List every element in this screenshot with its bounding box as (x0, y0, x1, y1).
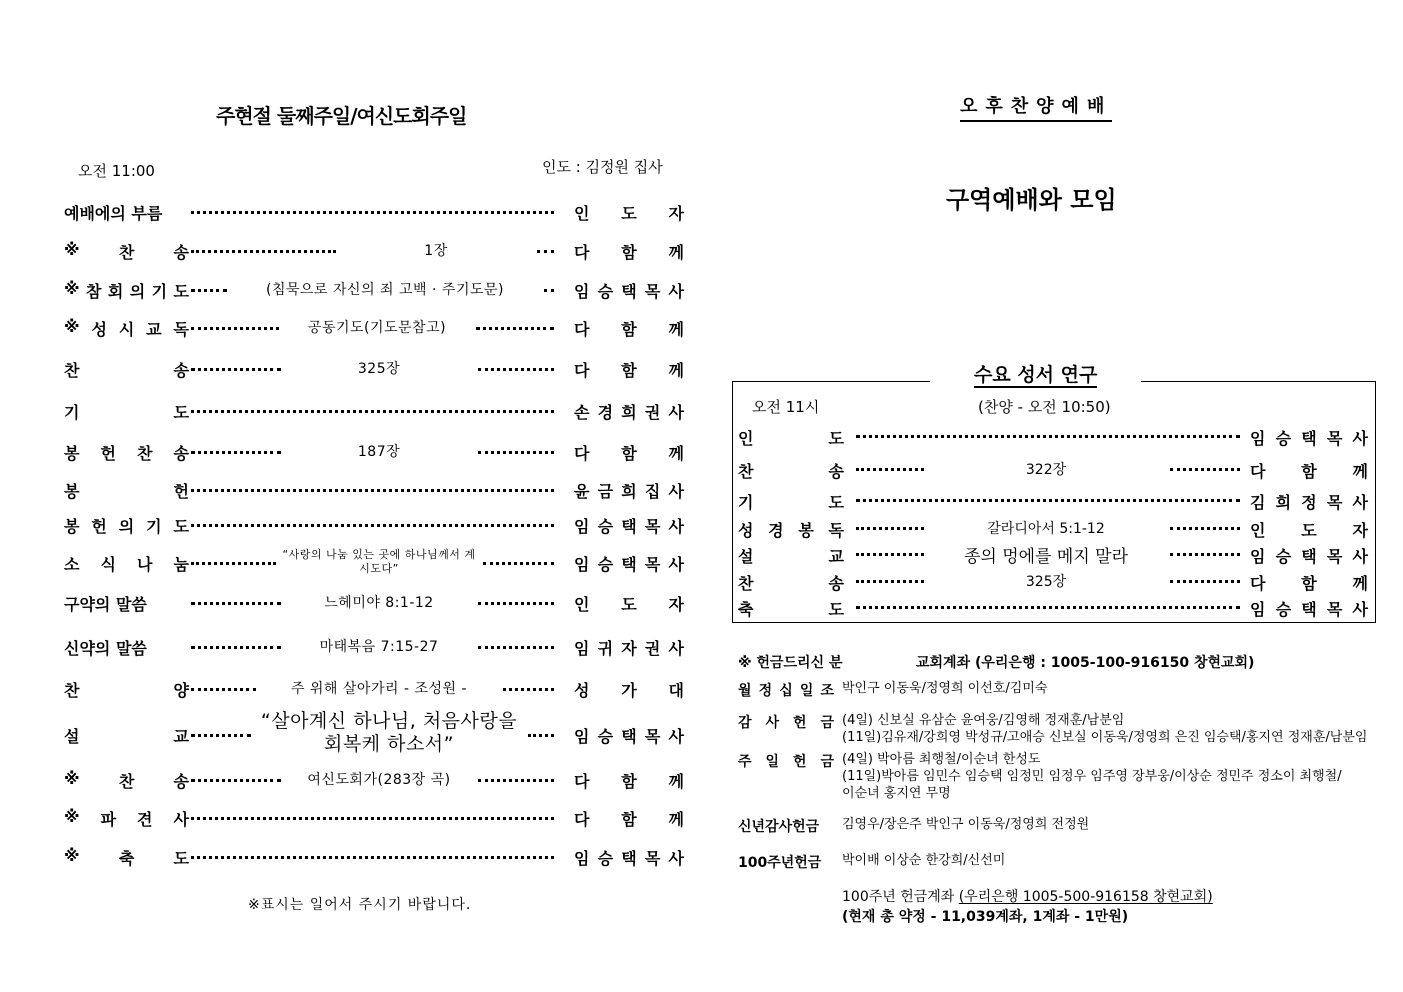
order-row (64, 548, 684, 582)
order-row (64, 846, 684, 876)
leader-dots (856, 499, 1240, 502)
order-person: 임 승 택 목 사 (574, 727, 684, 746)
order-row (64, 358, 684, 388)
offering-names: 박이배 이상순 한강희/신선미 (842, 853, 1006, 868)
order-row (64, 240, 684, 270)
wed-order-detail: 종의 멍에를 메지 말라 (963, 547, 1128, 567)
leader-dots (856, 527, 924, 530)
wed-order-row (738, 459, 1368, 485)
order-label: ※ 찬 송 (64, 769, 189, 791)
leader-dots (478, 779, 554, 782)
leader-dots (1170, 553, 1240, 556)
wed-order-label: 설 교 (738, 547, 844, 566)
wed-order-label: 찬 송 (738, 462, 844, 481)
leader-dots (191, 779, 281, 782)
order-detail: “사랑의 나눔 있는 곳에 하나님께서 계시도다” (282, 548, 476, 575)
order-detail: (침묵으로 자신의 죄 고백 · 주기도문) (266, 282, 504, 298)
leader-dots (191, 602, 281, 605)
wednesday-praise-time: (찬양 - 오전 10:50) (978, 398, 1111, 416)
wed-order-person: 임 승 택 목 사 (1250, 600, 1368, 619)
order-detail: 마태복음 7:15-27 (319, 639, 439, 655)
order-label: 구약의 말씀 (64, 595, 147, 614)
leader-dots (191, 688, 256, 691)
afternoon-service-title: 오후찬양예배 (960, 92, 1112, 122)
offering-heading: ※ 헌금드리신 분 (738, 655, 843, 671)
wed-order-person: 인 도 자 (1250, 521, 1368, 540)
order-person: 다 함 께 (574, 361, 684, 380)
order-row (64, 479, 684, 509)
leader-dots (544, 289, 554, 292)
order-person: 인 도 자 (574, 595, 684, 614)
order-label: 신약의 말씀 (64, 639, 147, 658)
wed-order-person: 임 승 택 목 사 (1250, 429, 1368, 448)
leader-dots (191, 211, 554, 214)
district-meeting-title: 구역예배와 모임 (946, 186, 1117, 214)
order-label: 봉 헌 (64, 482, 189, 501)
order-label: 예배에의 부름 (64, 204, 163, 223)
order-person: 윤 금 희 집 사 (574, 482, 684, 501)
anniversary-account: 100주년 헌금계좌 (우리은행 1005-500-916158 창현교회) (842, 889, 1213, 905)
order-row (64, 201, 684, 231)
leader-dots (856, 606, 1240, 609)
order-label: 기 도 (64, 403, 189, 422)
page-title: 주현절 둘째주일/여신도회주일 (216, 104, 467, 128)
wed-order-row (738, 426, 1368, 452)
wed-order-row (738, 571, 1368, 597)
wed-order-label: 기 도 (738, 493, 844, 512)
leader-dots (478, 451, 554, 454)
order-row (64, 400, 684, 430)
leader-dots (856, 435, 1240, 438)
leader-dots (191, 289, 227, 292)
order-person: 임 승 택 목 사 (574, 282, 684, 301)
offering-names: 박인구 이동욱/정영희 이선호/김미숙 (842, 681, 1048, 696)
order-person: 임 귀 자 권 사 (574, 639, 684, 658)
leader-dots (537, 250, 554, 253)
offering-names: (4일) 박아름 최행철/이순녀 한성도 (11일)박아름 임민수 임승택 임정민 임정우 임주영 장부웅/이상순 정민주 정소이 최행철/ 이순녀 홍지연 무명 (842, 752, 1342, 801)
order-label: ※ 참 회 의 기 도 (64, 279, 189, 301)
leader-dots (191, 524, 554, 527)
order-person: 다 함 께 (574, 810, 684, 829)
anniversary-status: (현재 총 약정 - 11,039계좌, 1계좌 - 1만원) (842, 909, 1129, 925)
wed-order-row (738, 544, 1368, 570)
leader-dots (191, 562, 276, 565)
leader-dots (856, 553, 924, 556)
offering-label: 주 일 헌 금 (738, 754, 834, 770)
order-person: 다 함 께 (574, 772, 684, 791)
wed-order-person: 다 함 께 (1250, 462, 1368, 481)
order-person: 다 함 께 (574, 444, 684, 463)
order-row (64, 592, 684, 622)
order-label: ※ 성 시 교 독 (64, 317, 189, 339)
church-account: 교회계좌 (우리은행 : 1005-100-916150 창현교회) (916, 655, 1255, 671)
standing-note: ※표시는 일어서 주시기 바랍니다. (248, 897, 472, 913)
wednesday-study-title: 수요 성서 연구 (930, 360, 1141, 387)
order-label: ※ 찬 송 (64, 240, 189, 262)
leader-dots (503, 688, 554, 691)
order-detail: 325장 (357, 361, 401, 377)
leader-dots (191, 856, 554, 859)
order-person: 임 승 택 목 사 (574, 555, 684, 574)
order-person: 손 경 희 권 사 (574, 403, 684, 422)
leader-dots (528, 734, 554, 737)
leader-dots (191, 817, 554, 820)
leader-dots (478, 368, 554, 371)
offering-names: (4일) 신보실 유삼순 윤여웅/김영해 정재훈/남분임 (11일)김유재/강희영 박성규/고애승 신보실 이동욱/정영희 은진 임승택/홍지연 정재훈/남분임 (842, 713, 1368, 745)
order-row (64, 807, 684, 837)
service-time: 오전 11:00 (78, 162, 155, 180)
order-row (64, 636, 684, 666)
wed-order-label: 찬 송 (738, 574, 844, 593)
order-detail: 1장 (424, 243, 448, 259)
offering-label: 월 정 십 일 조 (738, 683, 834, 699)
wednesday-time: 오전 11시 (752, 398, 820, 416)
wed-order-label: 성 경 봉 독 (738, 521, 844, 540)
order-label: ※ 파 견 사 (64, 807, 189, 829)
offering-label: 100주년헌금 (738, 855, 822, 871)
order-label: 설 교 (64, 727, 189, 746)
service-leader: 인도 : 김정원 집사 (542, 158, 663, 176)
leader-dots (191, 250, 336, 253)
wed-order-person: 다 함 께 (1250, 574, 1368, 593)
leader-dots (191, 646, 281, 649)
order-label: ※ 축 도 (64, 846, 189, 868)
order-person: 임 승 택 목 사 (574, 849, 684, 868)
order-person: 다 함 께 (574, 320, 684, 339)
wed-order-detail: 325장 (1025, 574, 1067, 590)
order-person: 임 승 택 목 사 (574, 517, 684, 536)
leader-dots (191, 489, 554, 492)
order-detail: 187장 (357, 444, 401, 460)
order-row (64, 514, 684, 544)
wed-order-detail: 갈라디아서 5:1-12 (987, 521, 1105, 537)
wed-order-label: 축 도 (738, 600, 844, 619)
leader-dots (856, 580, 924, 583)
offering-label: 신년감사헌금 (738, 819, 820, 835)
order-detail: 여신도회가(283장 곡) (307, 772, 451, 788)
leader-dots (191, 327, 279, 330)
offering-label: 감 사 헌 금 (738, 715, 834, 731)
wed-order-row (738, 490, 1368, 516)
leader-dots (191, 451, 281, 454)
leader-dots (483, 562, 554, 565)
leader-dots (476, 327, 554, 330)
offering-names: 김영우/장은주 박인구 이동욱/정영희 전정원 (842, 817, 1090, 832)
leader-dots (856, 468, 924, 471)
order-row (64, 441, 684, 471)
order-person: 다 함 께 (574, 243, 684, 262)
leader-dots (478, 602, 554, 605)
order-label: 봉 헌 찬 송 (64, 444, 189, 463)
order-detail: 공동기도(기도문참고) (307, 320, 447, 336)
order-row (64, 317, 684, 347)
order-row (64, 710, 684, 755)
wed-order-person: 임 승 택 목 사 (1250, 547, 1368, 566)
order-label: 소 식 나 눔 (64, 555, 189, 574)
order-detail: “살아계신 하나님, 처음사랑을 회복케 하소서” (260, 710, 518, 755)
wed-order-label: 인 도 (738, 429, 844, 448)
order-person: 인 도 자 (574, 204, 684, 223)
leader-dots (1170, 527, 1240, 530)
order-label: 찬 송 (64, 361, 189, 380)
wed-order-row (738, 518, 1368, 544)
leader-dots (191, 410, 554, 413)
wed-order-person: 김 희 정 목 사 (1250, 493, 1368, 512)
order-label: 봉 헌 의 기 도 (64, 517, 189, 536)
order-person: 성 가 대 (574, 681, 684, 700)
leader-dots (191, 734, 251, 737)
leader-dots (478, 646, 554, 649)
order-label: 찬 양 (64, 681, 189, 700)
order-row (64, 769, 684, 799)
order-row (64, 279, 684, 309)
leader-dots (1170, 580, 1240, 583)
wed-order-row (738, 597, 1368, 623)
order-detail: 주 위해 살아가리 - 조성원 - (290, 681, 468, 697)
leader-dots (1170, 468, 1240, 471)
order-row (64, 678, 684, 708)
order-detail: 느헤미야 8:1-12 (324, 595, 434, 611)
wed-order-detail: 322장 (1025, 462, 1067, 478)
leader-dots (191, 368, 281, 371)
